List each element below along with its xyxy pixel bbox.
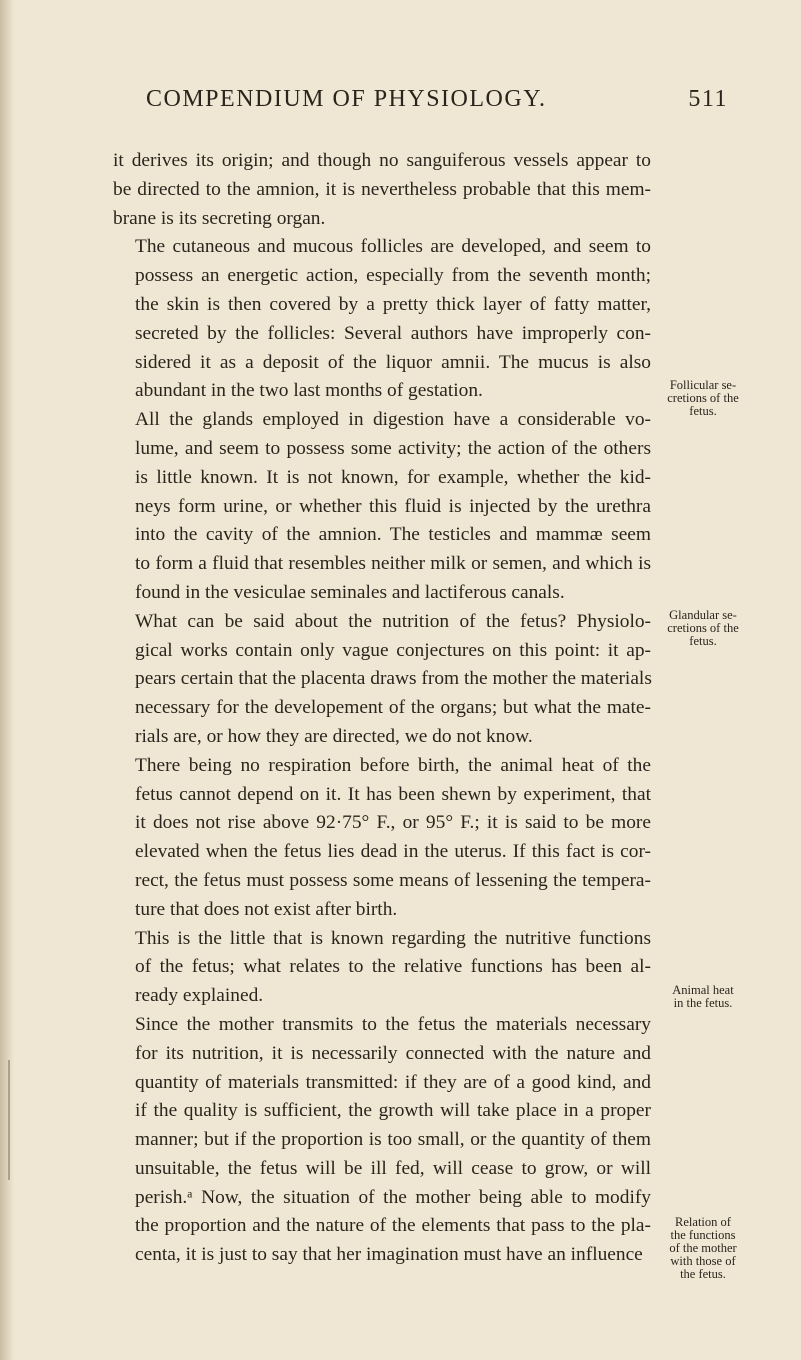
text-line: What can be said about the nutrition of the fetus? Physiolo- [135,610,651,632]
paragraph [113,752,651,925]
margin-note-line: of the mother [669,1241,737,1255]
paragraph [113,925,651,1011]
page-number: 511 [688,86,728,112]
text-line: to form a fluid that resembles neither milk or semen, and which is [135,553,651,575]
margin-mark [8,1060,10,1180]
text-line: gical works contain only vague conjectures on this point: it ap- [135,639,651,661]
paragraph [113,406,651,608]
margin-note-line: fetus. [689,634,717,648]
text-line: ready explained. [135,985,264,1007]
text-line: into the cavity of the amnion. The testicles and mammæ seem [135,524,651,546]
text-line: possess an energetic action, especially from the seventh month; [135,265,651,287]
margin-note-line: in the fetus. [673,996,733,1010]
margin-note-follicular-secretions [648,379,758,418]
paragraph [113,147,651,233]
margin-note-animal-heat [648,984,758,1010]
text-line: brane is its secreting organ. [113,207,326,229]
paragraph [113,1011,651,1270]
text-line: is little known. It is not known, for example, whether the kid- [135,466,651,488]
text-line: unsuitable, the fetus will be ill fed, will cease to grow, or will [135,1157,651,1179]
margin-note-line: the functions [670,1228,736,1242]
text-line: The cutaneous and mucous follicles are developed, and seem to [135,236,651,258]
paragraph [113,233,651,406]
text-line: it does not rise above 92·75° F., or 95° F.; it is said to be more [135,812,651,834]
paragraph [113,608,651,752]
margin-note-glandular-secretions [648,609,758,648]
margin-note-line: the fetus. [680,1267,726,1281]
text-line: be directed to the amnion, it is nevertheless probable that this mem- [113,178,651,200]
text-line: abundant in the two last months of gestation. [135,380,483,402]
text-line: neys form urine, or whether this fluid is injected by the urethra [135,495,651,517]
margin-note-line: cretions of the [667,391,739,405]
text-line: quantity of materials transmitted: if they are of a good kind, and [135,1071,651,1093]
text-line: the skin is then covered by a pretty thick layer of fatty matter, [135,293,651,315]
text-line: for its nutrition, it is necessarily connected with the nature and [135,1042,651,1064]
text-line: manner; but if the proportion is too small, or the quantity of them [135,1129,651,1151]
text-line: lume, and seem to possess some activity; the action of the others [135,437,651,459]
margin-note-relation-functions [648,1216,758,1281]
text-line: elevated when the fetus lies dead in the uterus. If this fact is cor- [135,841,651,863]
margin-note-line: Relation of [675,1215,731,1229]
margin-note-line: fetus. [689,404,717,418]
text-line: fetus cannot depend on it. It has been shewn by experiment, that [135,783,651,805]
text-line: centa, it is just to say that her imagination must have an influence [135,1244,643,1266]
text-line: There being no respiration before birth, the animal heat of the [135,754,651,776]
margin-note-line: Animal heat [672,983,734,997]
text-line: of the fetus; what relates to the relative functions has been al- [135,956,651,978]
margin-note-line: Follicular se- [669,378,737,392]
page-gutter-shadow [0,0,14,1360]
text-line: if the quality is sufficient, the growth will take place in a proper [135,1100,651,1122]
text-line: sidered it as a deposit of the liquor amnii. The mucus is also [135,351,651,373]
text-line: it derives its origin; and though no sanguiferous vessels appear to [113,150,651,171]
text-line: found in the vesiculae seminales and lactiferous canals. [135,581,565,603]
text-line: secreted by the follicles: Several authors have improperly con- [135,322,651,344]
text-line: rect, the fetus must possess some means of lessening the tempera- [135,869,651,891]
text-line: pears certain that the placenta draws from the mother the materials [135,668,652,690]
text-line: All the glands employed in digestion have a considerable vo- [135,409,651,431]
text-line: ture that does not exist after birth. [135,898,398,920]
text-line: necessary for the developement of the organs; but what the mate- [135,697,651,719]
body-text [113,147,651,1270]
text-line: rials are, or how they are directed, we do not know. [135,725,533,747]
text-line: This is the little that is known regarding the nutritive functions [135,927,651,949]
running-title: COMPENDIUM OF PHYSIOLOGY. [146,86,547,112]
margin-note-line: cretions of the [667,621,739,635]
text-line: the proportion and the nature of the elements that pass to the pla- [135,1215,651,1237]
text-line: Since the mother transmits to the fetus the materials necessary [135,1013,651,1035]
margin-note-line: with those of [670,1254,736,1268]
text-line: perish.ᵃ Now, the situation of the mother being able to modify [135,1186,651,1208]
margin-note-line: Glandular se- [669,608,737,622]
